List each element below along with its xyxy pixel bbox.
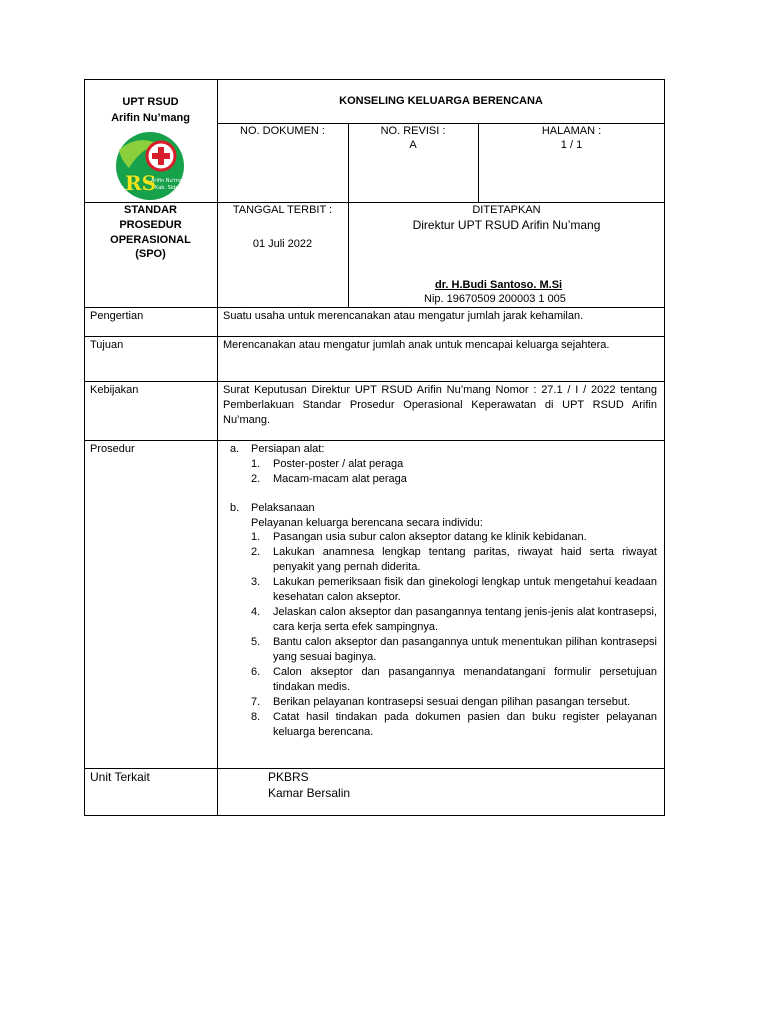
revision-label: NO. REVISI :	[380, 125, 446, 137]
approved-label: DITETAPKAN	[472, 204, 541, 216]
row-divider	[84, 440, 665, 441]
signer-nip: Nip. 19670509 200003 1 005	[424, 293, 566, 305]
list-item: 2. Lakukan anamnesa lengkap tentang paritas, riwayat haid serta riwayat penyakit yang pernah diderita.	[251, 546, 657, 573]
doc-number-label: NO. DOKUMEN :	[240, 125, 325, 137]
signer-name: dr. H.Budi Santoso. M.Si	[435, 279, 563, 291]
tujuan-label: Tujuan	[90, 339, 124, 351]
unit-terkait-label: Unit Terkait	[90, 770, 150, 784]
spo-line-1: STANDAR	[124, 204, 177, 216]
tujuan-text: Merencanakan atau mengatur jumlah anak untuk mencapai keluarga sejahtera.	[223, 339, 610, 351]
section-a-list	[251, 457, 657, 487]
page-value: 1 / 1	[560, 139, 583, 151]
hospital-name-line2: Arifin Nu’mang	[111, 112, 190, 124]
spo-line-3: OPERASIONAL	[110, 234, 191, 246]
row-divider	[84, 768, 665, 769]
logo-small-text-2: Kab. Sidrap	[155, 185, 184, 191]
hospital-logo	[107, 130, 193, 202]
issue-date: 01 Juli 2022	[252, 238, 313, 250]
row-divider	[84, 336, 665, 337]
hospital-name-line1: UPT RSUD	[122, 96, 179, 108]
revision-value: A	[409, 139, 417, 151]
list-item: 3. Lakukan pemeriksaan fisik dan ginekologi lengkap untuk mengetahui keadaan kesehatan calon akseptor.	[251, 576, 657, 603]
section-a-marker: a.	[230, 443, 240, 455]
issue-date-label: TANGGAL TERBIT :	[232, 204, 333, 216]
list-item: 2. Macam-macam alat peraga	[251, 473, 407, 485]
list-item: 8. Catat hasil tindakan pada dokumen pasien dan buku register pelayanan keluarga berencana.	[251, 711, 657, 738]
logo-rs-text: RS	[125, 171, 157, 195]
pengertian-text: Suatu usaha untuk merencanakan atau mengatur jumlah jarak kehamilan.	[223, 310, 584, 322]
row-divider	[84, 381, 665, 382]
section-b-list	[251, 530, 657, 740]
section-b-title: Pelaksanaan	[251, 502, 315, 514]
document-title: KONSELING KELUARGA BERENCANA	[339, 95, 543, 107]
list-item: 1. Pasangan usia subur calon akseptor datang ke klinik kebidanan.	[251, 531, 587, 543]
approver-title: Direktur UPT RSUD Arifin Nu’mang	[412, 218, 601, 232]
list-item: 1. Poster-poster / alat peraga	[251, 458, 404, 470]
page-label: HALAMAN :	[541, 125, 602, 137]
section-a-title: Persiapan alat:	[251, 443, 325, 455]
unit-item-2: Kamar Bersalin	[268, 786, 351, 800]
list-item: 4. Jelaskan calon akseptor dan pasangannya tentang jenis-jenis alat kontrasepsi, cara kerja serta efek sampingnya.	[251, 606, 657, 633]
kebijakan-text: Surat Keputusan Direktur UPT RSUD Arifin Nu’mang Nomor : 27.1 / I / 2022 tentang Pemberlakuan Standar Prosedur Operasional Keperawatan di UPT RSUD Arifin Nu’mang.	[223, 384, 657, 426]
spo-line-4: (SPO)	[135, 248, 166, 260]
row-divider	[84, 307, 665, 308]
prosedur-label: Prosedur	[90, 443, 135, 455]
pengertian-label: Pengertian	[90, 310, 144, 322]
column-divider	[217, 79, 218, 816]
kebijakan-label: Kebijakan	[90, 384, 139, 396]
list-item: 7. Berikan pelayanan kontrasepsi sesuai dengan pilihan pasangan tersebut.	[251, 696, 631, 708]
section-b-marker: b.	[230, 502, 240, 514]
unit-item-1: PKBRS	[268, 770, 309, 784]
spo-line-2: PROSEDUR	[119, 219, 182, 231]
list-item: 5. Bantu calon akseptor dan pasangannya untuk menentukan pilihan kontrasepsi yang sesuai baginya.	[251, 636, 657, 663]
list-item: 6. Calon akseptor dan pasangannya menandatangani formulir persetujuan tindakan medis.	[251, 666, 657, 693]
logo-small-text-1: Arifin Nu'mang	[151, 178, 189, 184]
section-b-intro: Pelayanan keluarga berencana secara individu:	[251, 517, 483, 529]
